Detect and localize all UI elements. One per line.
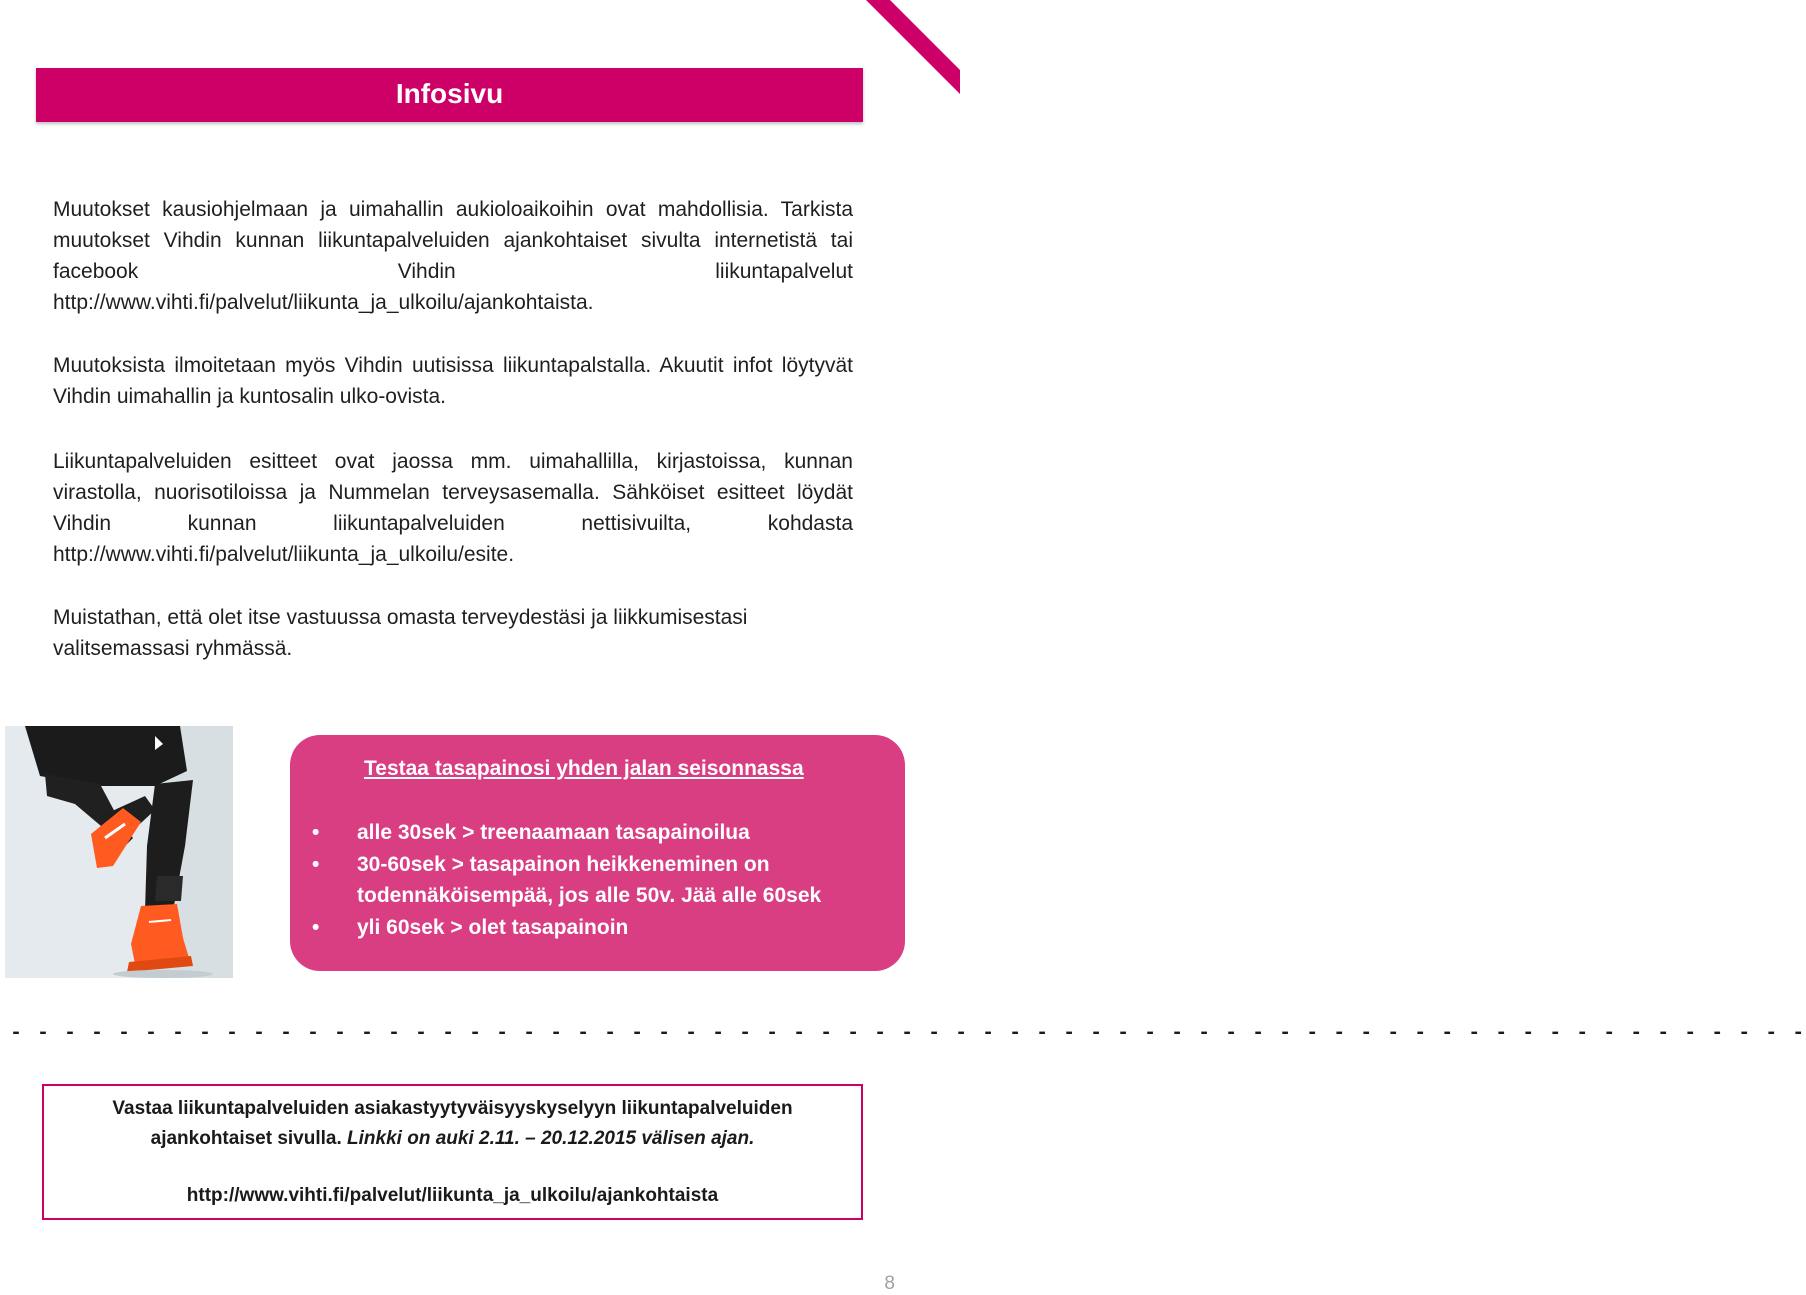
corner-decoration-inner xyxy=(890,0,960,70)
page-number: 8 xyxy=(884,1273,895,1294)
list-item xyxy=(312,849,872,912)
bullet-icon: • xyxy=(312,821,320,844)
survey-link[interactable]: http://www.vihti.fi/palvelut/liikunta_ja_ulkoilu/ajankohtaista xyxy=(186,1185,719,1206)
survey-text-line1: Vastaa liikuntapalveluiden asiakastyytyväisyyskyselyyn liikuntapalveluiden xyxy=(112,1098,793,1119)
list-item-text: alle 30sek > treenaamaan tasapainoilua xyxy=(357,821,750,844)
paragraph-responsibility: Muistathan, että olet itse vastuussa omasta terveydestäsi ja liikkumisestasi valitsemassasi ryhmässä. xyxy=(53,606,748,660)
list-item xyxy=(312,817,872,849)
paragraph-brochures: Liikuntapalveluiden esitteet ovat jaossa mm. uimahallilla, kirjastoissa, kunnan virastolla, nuorisotiloissa ja Nummelan terveysasemalla. Sähköiset esitteet löydät Vihdin kunnan liikuntapalveluiden nettisivuilta, kohdasta http://www.vihti.fi/palvelut/liikunta_ja_ulkoilu/esite. xyxy=(53,450,853,566)
survey-text-italic: Linkki on auki 2.11. – 20.12.2015 välisen ajan. xyxy=(347,1128,755,1149)
balance-photo-illustration xyxy=(5,726,233,978)
survey-text-normal: ajankohtaiset sivulla. xyxy=(150,1128,348,1149)
dashed-divider: - - - - - - - - - - - - - - - - - - - - - - - - - - - - - - - - - - - - - - - - - - - - - - - - - - - - - - - - - - - - - - - - - - - xyxy=(10,1022,1806,1045)
list-item xyxy=(312,912,872,944)
balance-photo xyxy=(5,726,233,978)
balance-test-callout xyxy=(290,735,905,971)
bullet-icon: • xyxy=(312,915,320,939)
callout-heading: Testaa tasapainosi yhden jalan seisonnassa xyxy=(364,757,804,780)
page-title: Infosivu xyxy=(395,78,504,109)
paragraph-news: Muutoksista ilmoitetaan myös Vihdin uutisissa liikuntapalstalla. Akuutit infot löytyvät Vihdin uimahallin ja kuntosalin ulko-ovista. xyxy=(53,354,853,408)
bullet-icon: • xyxy=(312,852,320,876)
callout-list xyxy=(312,817,872,943)
survey-box xyxy=(42,1084,863,1220)
paragraph-changes: Muutokset kausiohjelmaan ja uimahallin aukioloaikoihin ovat mahdollisia. Tarkista muutokset Vihdin kunnan liikuntapalveluiden ajankohtaiset sivulta internetistä tai facebook Vihdin liikuntapalvelut http://www.vihti.fi/palvelut/liikunta_ja_ulkoilu/ajankohtaista. xyxy=(53,198,853,314)
list-item-text: yli 60sek > olet tasapainoin xyxy=(357,915,629,939)
survey-text-line2 xyxy=(44,1128,861,1150)
list-item-text: 30-60sek > tasapainon heikkeneminen on todennäköisempää, jos alle 50v. Jää alle 60sek xyxy=(357,852,822,907)
title-bar xyxy=(36,68,863,122)
